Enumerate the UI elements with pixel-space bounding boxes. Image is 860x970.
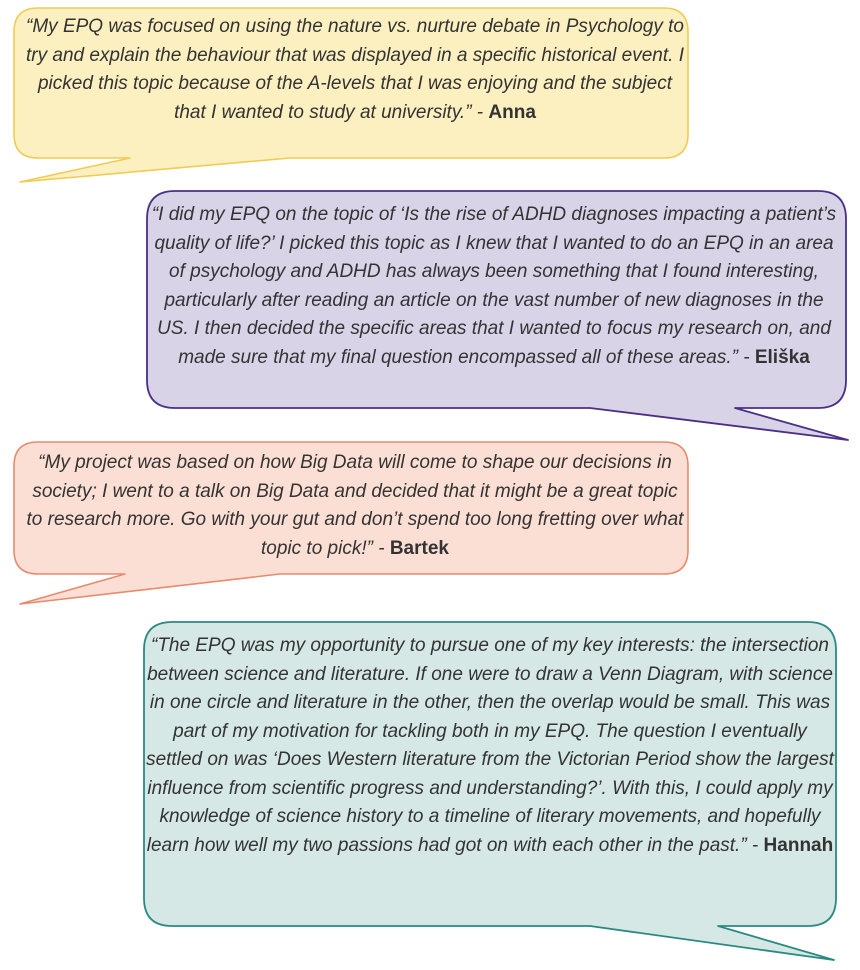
quote-text: “My EPQ was focused on using the nature vs. nurture debate in Psychology to try and explain the behaviour that was displayed in a specific historical event. I picked this topic because of the A-levels that I was enjoying and the subject that I wanted to study at university.” -: [26, 16, 684, 123]
testimonial-eliska: [0, 180, 860, 445]
author-name: Hannah: [763, 834, 834, 856]
testimonial-text: [22, 13, 688, 127]
author-name: Eliška: [754, 346, 810, 368]
testimonial-anna: [0, 0, 860, 190]
testimonial-hannah: [0, 610, 860, 970]
testimonial-text: [146, 632, 834, 860]
testimonial-bartek: [0, 430, 860, 610]
quote-text: “I did my EPQ on the topic of ‘Is the rise of ADHD diagnoses impacting a patient’s quality of life?’ I picked this topic as I knew that I wanted to do an EPQ in an area of psychology and ADHD has always been something that I found interesting, particularly after reading an article on the vast number of new diagnoses in the US. I then decided the specific areas that I wanted to focus my research on, and made sure that my final question encompassed all of these areas.” -: [151, 204, 837, 368]
quote-text: “The EPQ was my opportunity to pursue one of my key interests: the intersection between science and literature. If one were to draw a Venn Diagram, with science in one circle and literature in the other, then the overlap would be small. This was part of my motivation for tackling both in my EPQ. The question I eventually settled on was ‘Does Western literature from the Victorian Period show the largest influence from scientific progress and understanding?’. With this, I could apply my knowledge of science history to a timeline of literary movements, and hopefully learn how well my two passions had got on with each other in the past.” -: [146, 635, 834, 856]
quote-text: “My project was based on how Big Data will come to shape our decisions in society; I went to a talk on Big Data and decided that it might be a great topic to research more. Go with your gut and don’t spend too long fretting over what topic to pick!” -: [26, 452, 684, 559]
testimonial-text: [150, 201, 838, 372]
testimonial-text: [22, 449, 688, 563]
author-name: Bartek: [389, 537, 449, 559]
author-name: Anna: [488, 101, 536, 123]
